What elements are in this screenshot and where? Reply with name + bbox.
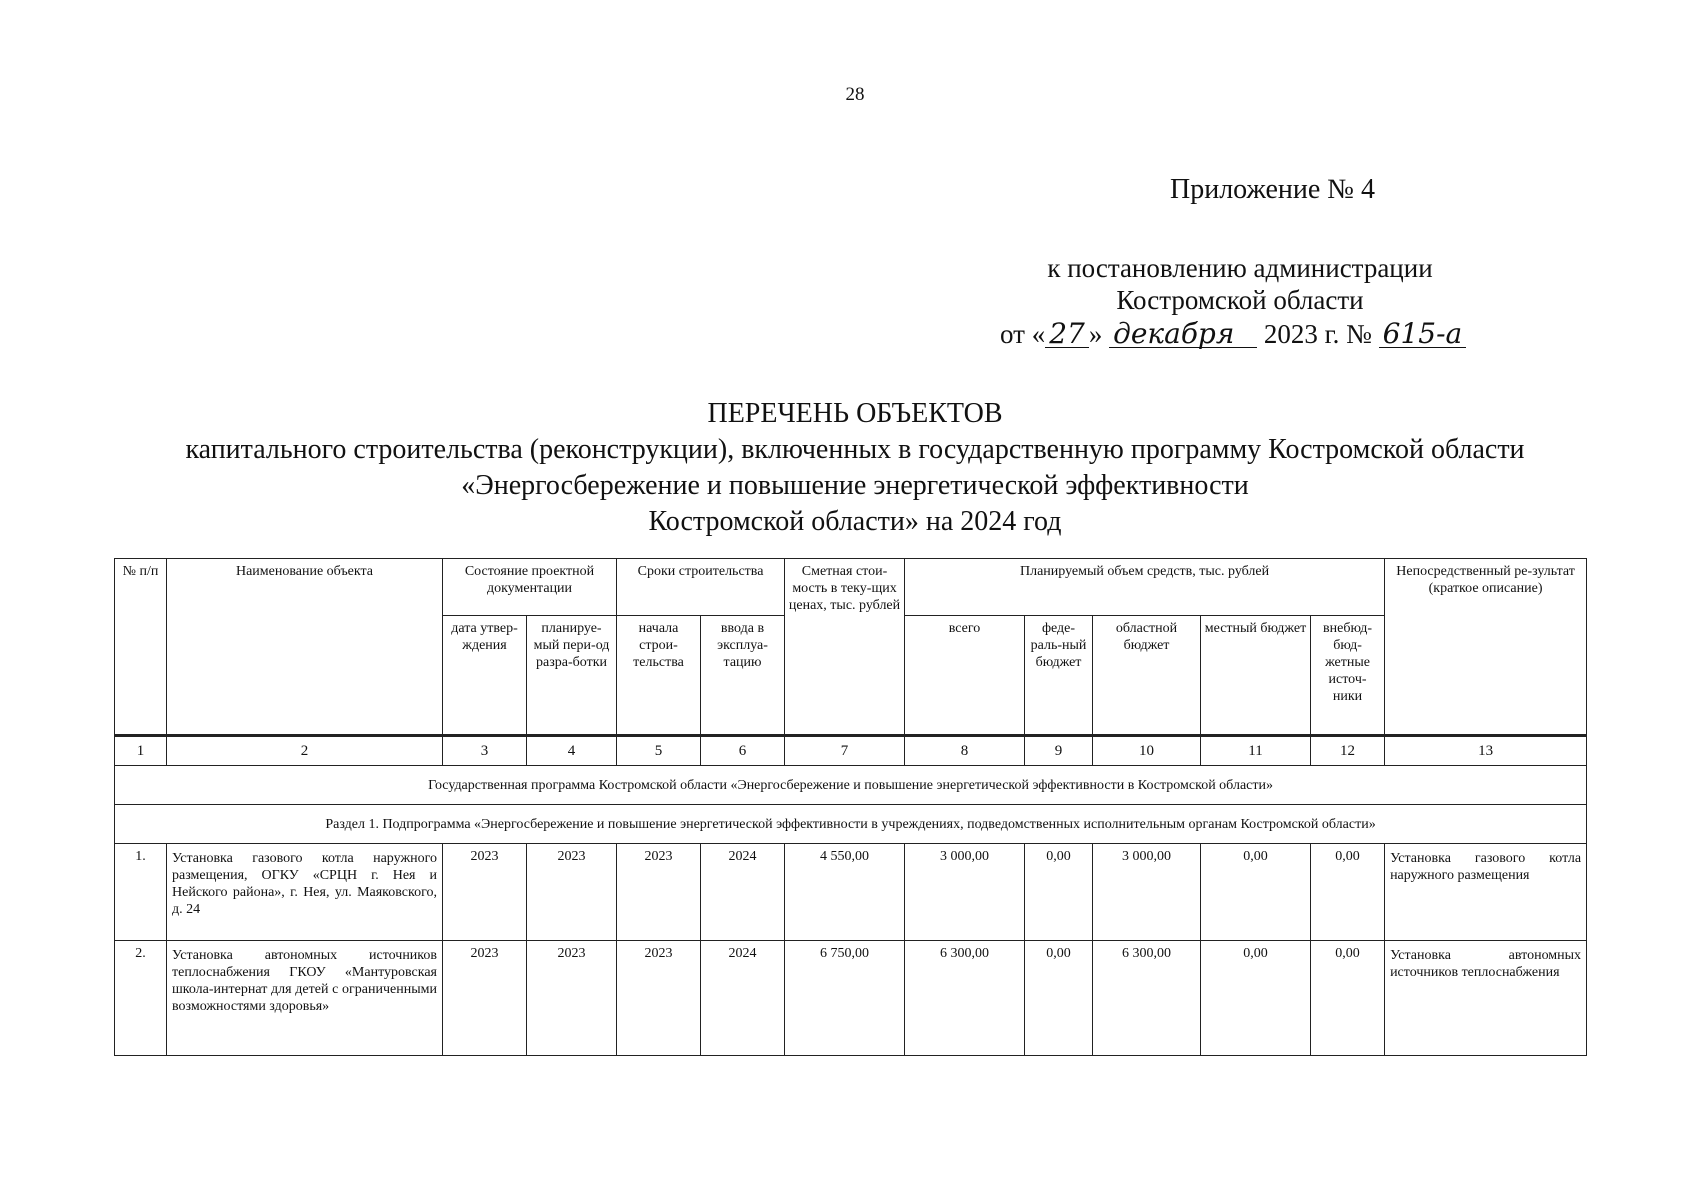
- row-local: 0,00: [1201, 941, 1311, 1056]
- header-federal: феде-раль-ный бюджет: [1025, 616, 1093, 736]
- row-start: 2023: [617, 844, 701, 941]
- row-extra: 0,00: [1311, 844, 1385, 941]
- col-number: 8: [905, 737, 1025, 766]
- decree-number: 615-а: [1379, 321, 1467, 348]
- header-regional: областной бюджет: [1093, 616, 1201, 736]
- table-row: [115, 941, 1587, 1056]
- header-planned: Планируемый объем средств, тыс. рублей: [905, 559, 1385, 616]
- header-docs: Состояние проектной документации: [443, 559, 617, 616]
- section-row: [115, 805, 1587, 844]
- decree-day: 27: [1045, 321, 1089, 348]
- header-name: Наименование объекта: [167, 559, 443, 736]
- title-line-2: капитального строительства (реконструкции), включенных в государственную программу Костромской области: [185, 434, 1525, 465]
- decree-date-line: [1000, 318, 1540, 350]
- row-object-name: Установка газового котла наружного размещения, ОГКУ «СРЦН г. Нея и Нейского района», г. Нея, ул. Маяковского, д. 24: [167, 844, 443, 941]
- col-number: 4: [527, 737, 617, 766]
- col-number: 13: [1385, 737, 1587, 766]
- header-result: Непосредственный ре-зультат (краткое описание): [1385, 559, 1587, 736]
- decree-quote-close: »: [1088, 319, 1103, 349]
- program-title: Государственная программа Костромской области «Энергосбережение и повышение энергетической эффективности в Костромской области»: [115, 766, 1587, 805]
- appendix-label: Приложение № 4: [1170, 174, 1375, 205]
- decree-from-prefix: от «: [1000, 319, 1046, 349]
- row-num: 1.: [115, 844, 167, 941]
- row-regional: 3 000,00: [1093, 844, 1201, 941]
- header-num: № п/п: [115, 559, 167, 736]
- row-planned-period: 2023: [527, 844, 617, 941]
- objects-table: [114, 558, 1587, 1056]
- program-row: [115, 766, 1587, 805]
- row-result: Установка газового котла наружного размещения: [1385, 844, 1587, 941]
- header-docs-approved: дата утвер-ждения: [443, 616, 527, 736]
- row-commission: 2024: [701, 941, 785, 1056]
- row-result: Установка автономных источников теплоснабжения: [1385, 941, 1587, 1056]
- decree-year: 2023 г. №: [1263, 319, 1372, 349]
- col-number: 11: [1201, 737, 1311, 766]
- column-numbers-row: [115, 737, 1587, 766]
- row-approved: 2023: [443, 844, 527, 941]
- row-num: 2.: [115, 941, 167, 1056]
- col-number: 10: [1093, 737, 1201, 766]
- header-row-1: [115, 559, 1587, 616]
- row-commission: 2024: [701, 844, 785, 941]
- col-number: 12: [1311, 737, 1385, 766]
- header-terms-commission: ввода в эксплуа-тацию: [701, 616, 785, 736]
- row-start: 2023: [617, 941, 701, 1056]
- title-line-4: Костромской области» на 2024 год: [648, 506, 1062, 537]
- header-local: местный бюджет: [1201, 616, 1311, 736]
- row-local: 0,00: [1201, 844, 1311, 941]
- decree-line-1: к постановлению администрации: [1047, 253, 1433, 283]
- col-number: 2: [167, 737, 443, 766]
- title-line-1: ПЕРЕЧЕНЬ ОБЪЕКТОВ: [707, 398, 1003, 429]
- col-number: 6: [701, 737, 785, 766]
- col-number: 5: [617, 737, 701, 766]
- row-approved: 2023: [443, 941, 527, 1056]
- header-total: всего: [905, 616, 1025, 736]
- header-extra: внебюд-бюд-жетные источ-ники: [1311, 616, 1385, 736]
- col-number: 3: [443, 737, 527, 766]
- header-terms-start: начала строи-тельства: [617, 616, 701, 736]
- title-line-3: «Энергосбережение и повышение энергетической эффективности: [461, 470, 1249, 501]
- header-terms: Сроки строительства: [617, 559, 785, 616]
- row-planned-period: 2023: [527, 941, 617, 1056]
- decree-reference: [1000, 252, 1540, 350]
- row-federal: 0,00: [1025, 941, 1093, 1056]
- section-title: Раздел 1. Подпрограмма «Энергосбережение и повышение энергетической эффективности в учреждениях, подведомственных исполнительным органам Костромской области»: [115, 805, 1587, 844]
- row-federal: 0,00: [1025, 844, 1093, 941]
- row-total: 6 300,00: [905, 941, 1025, 1056]
- decree-month: декабря: [1109, 321, 1257, 348]
- decree-line-2: Костромской области: [1116, 285, 1364, 315]
- row-regional: 6 300,00: [1093, 941, 1201, 1056]
- row-cost: 6 750,00: [785, 941, 905, 1056]
- row-object-name: Установка автономных источников теплоснабжения ГКОУ «Мантуровская школа-интернат для детей с ограниченными возможностями здоровья»: [167, 941, 443, 1056]
- page-number: 28: [845, 84, 865, 105]
- row-cost: 4 550,00: [785, 844, 905, 941]
- row-total: 3 000,00: [905, 844, 1025, 941]
- document-title: [0, 396, 1692, 540]
- header-docs-planned: планируе-мый пери-од разра-ботки: [527, 616, 617, 736]
- col-number: 7: [785, 737, 905, 766]
- table-row: [115, 844, 1587, 941]
- col-number: 1: [115, 737, 167, 766]
- header-cost: Сметная стои-мость в теку-щих ценах, тыс. рублей: [785, 559, 905, 736]
- col-number: 9: [1025, 737, 1093, 766]
- row-extra: 0,00: [1311, 941, 1385, 1056]
